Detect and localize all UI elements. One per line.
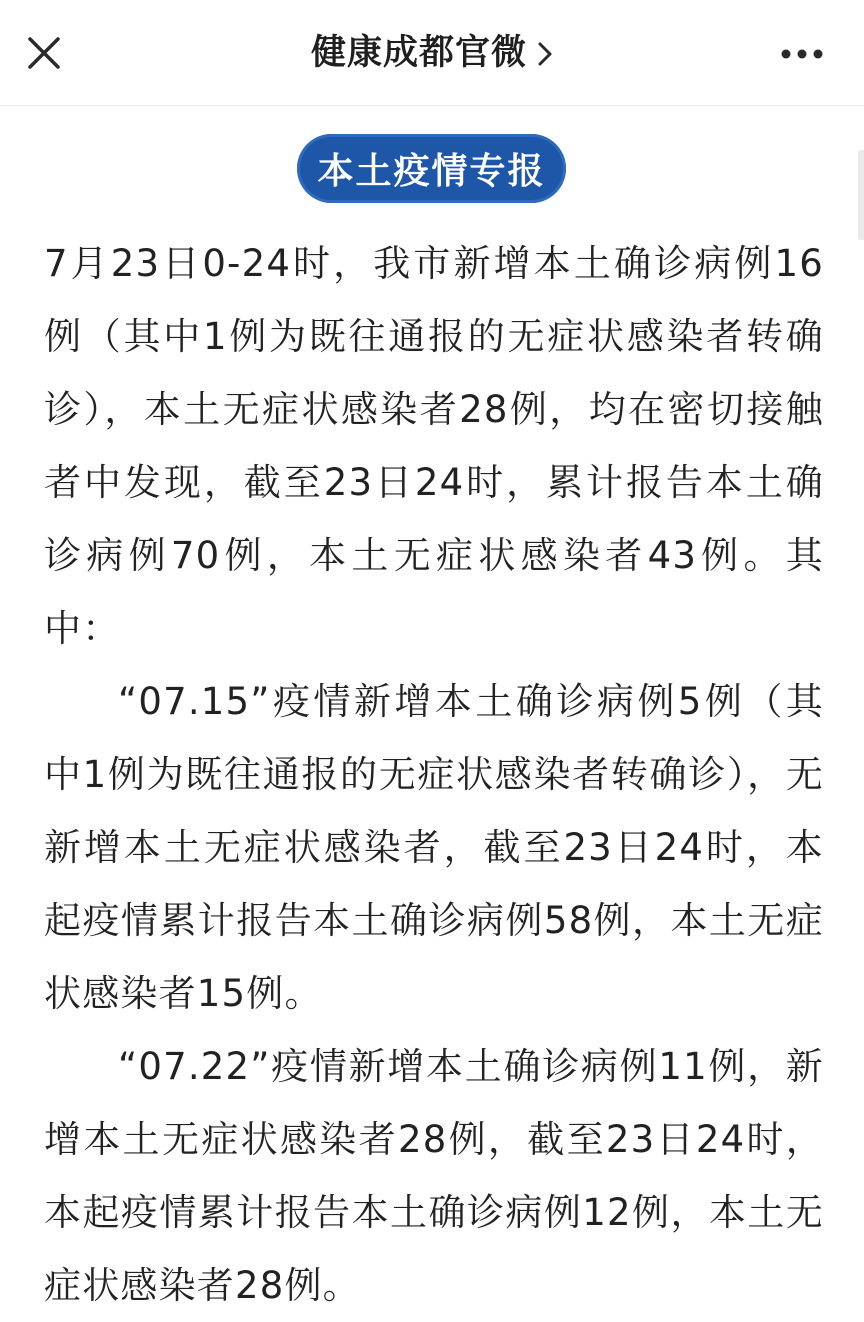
account-title-link[interactable] — [0, 28, 864, 78]
more-horizontal-icon — [778, 40, 826, 68]
article-paragraph: “07.15”疫情新增本土确诊病例5例（其中1例为既往通报的无症状感染者转确诊），无新增本土无症状感染者，截至23日24时，本起疫情累计报告本土确诊病例58例，本土无症状感染者15例。 — [44, 680, 824, 1015]
article-paragraph: “07.22”疫情新增本土确诊病例11例，新增本土无症状感染者28例，截至23日24时，本起疫情累计报告本土确诊病例12例，本土无症状感染者28例。 — [44, 1045, 824, 1307]
article-paragraph: 7月23日0-24时，我市新增本土确诊病例16例（其中1例为既往通报的无症状感染者转确诊），本土无症状感染者28例，均在密切接触者中发现，截至23日24时，累计报告本土确诊病例70例，本土无症状感染者43例。其中： — [44, 242, 824, 650]
scrollbar[interactable] — [858, 150, 864, 240]
section-badge: 本土疫情专报 — [297, 134, 566, 203]
top-navigation-bar — [0, 0, 864, 106]
article-body — [44, 227, 824, 1322]
more-options-button[interactable] — [778, 40, 826, 68]
chevron-right-icon — [537, 41, 553, 67]
account-title: 健康成都官微 — [310, 33, 527, 73]
